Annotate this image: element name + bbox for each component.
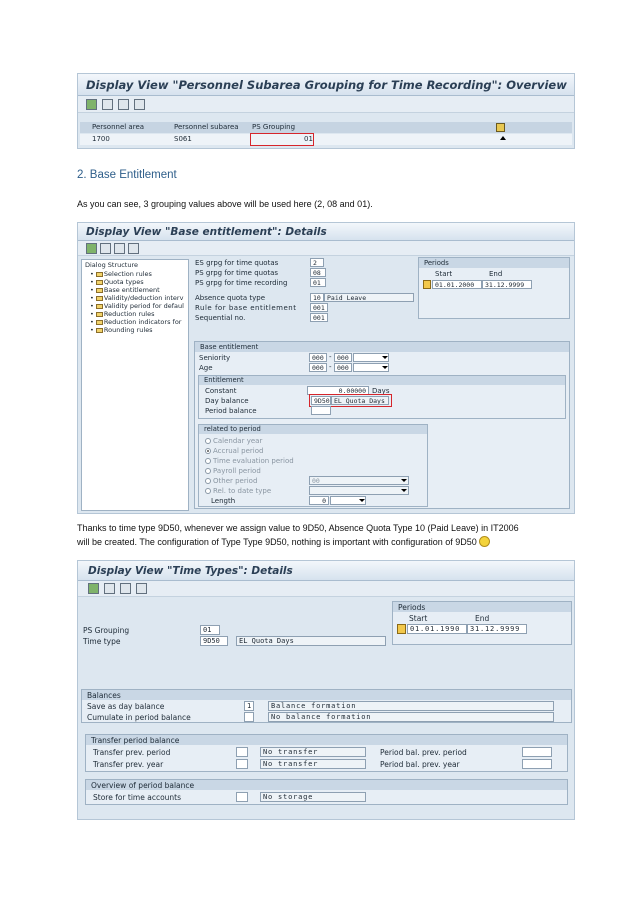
overview-header (86, 780, 567, 790)
ps-quota-grouping-field[interactable]: 08 (310, 268, 326, 277)
age-dash: - (329, 363, 332, 371)
period-balance-field[interactable] (311, 406, 331, 415)
entitlement-title: Entitlement (204, 376, 244, 384)
transfer-prev-period-text: No transfer (260, 747, 366, 757)
age-label: Age (199, 364, 213, 372)
table-settings-icon[interactable] (496, 123, 505, 132)
radio-calendar-year[interactable] (205, 438, 211, 444)
constant-field[interactable]: 0.00000 (307, 386, 369, 395)
explanation-line-1: Thanks to time type 9D50, whenever we assign value to 9D50, Absence Quota Type 10 (Paid Leave) in IT2006 (77, 523, 519, 533)
overview-title: Overview of period balance (91, 781, 195, 790)
screenshot-time-types (77, 560, 575, 820)
tree-item[interactable]: • Rounding rules (90, 326, 153, 334)
radio-rel-to-date-type-label: Rel. to date type (213, 487, 272, 495)
folder-icon (96, 312, 103, 317)
date-type-select[interactable] (309, 486, 409, 495)
cumulate-period-balance-field[interactable] (244, 712, 254, 722)
window-title: Display View "Time Types": Details (88, 565, 293, 577)
column-ps-grouping: PS Grouping (252, 123, 296, 131)
toolbar (78, 96, 574, 113)
start-label: Start (409, 614, 428, 623)
tree-item-selected[interactable]: • Base entitlement (90, 286, 160, 294)
start-date-field[interactable]: 01.01.2000 (432, 280, 482, 289)
radio-other-period-label: Other period (213, 477, 258, 485)
period-balance-label: Period balance (205, 407, 257, 415)
display-change-icon[interactable] (88, 583, 99, 594)
seniority-to-field[interactable]: 000 (334, 353, 352, 362)
transfer-period-balance-box (85, 734, 568, 772)
length-label: Length (211, 497, 236, 505)
ps-quota-grouping-label: PS grpg for time quotas (195, 269, 279, 277)
constant-label: Constant (205, 387, 237, 395)
period-select-icon[interactable] (423, 280, 431, 289)
related-to-period-header (199, 425, 427, 434)
radio-accrual-period-label: Accrual period (213, 447, 264, 455)
period-bal-prev-period-label: Period bal. prev. period (380, 748, 467, 757)
radio-rel-to-date-type[interactable] (205, 488, 211, 494)
ps-recording-grouping-label: PS grpg for time recording (195, 279, 288, 287)
highlight-ps-grouping (250, 133, 314, 146)
save-day-balance-text: Balance formation (268, 701, 554, 711)
column-personnel-area: Personnel area (92, 123, 145, 131)
radio-time-evaluation-period-label: Time evaluation period (213, 457, 294, 465)
folder-icon (96, 304, 103, 309)
copy-icon[interactable] (120, 583, 131, 594)
periods-title: Periods (398, 603, 426, 612)
intro-paragraph: As you can see, 3 grouping values above will be used here (2, 08 and 01). (77, 199, 373, 209)
sequential-no-label: Sequential no. (195, 314, 246, 322)
seniority-dash: - (329, 353, 332, 361)
day-balance-label: Day balance (205, 397, 249, 405)
transfer-header (86, 735, 567, 745)
copy-icon[interactable] (118, 99, 129, 110)
seniority-from-field[interactable]: 000 (309, 353, 327, 362)
folder-icon (96, 328, 103, 333)
balances-header (82, 690, 571, 700)
smiley-icon (479, 536, 490, 547)
radio-time-evaluation-period[interactable] (205, 458, 211, 464)
window-title: Display View "Base entitlement": Details (86, 226, 327, 238)
store-time-accounts-label: Store for time accounts (93, 793, 182, 802)
explanation-line-2: will be created. The configuration of Type Type 9D50, nothing is important with configuration of 9D50 (77, 537, 477, 547)
window-title-bar (78, 74, 574, 96)
toolbar (78, 581, 574, 597)
seniority-label: Seniority (199, 354, 231, 362)
end-label: End (489, 270, 503, 278)
folder-icon (96, 296, 103, 301)
entitlement-header (199, 376, 565, 385)
cell-personnel-area: 1700 (92, 135, 110, 143)
new-entries-icon[interactable] (100, 243, 111, 254)
tree-item[interactable]: • Selection rules (90, 270, 152, 278)
day-balance-field[interactable]: 9D50 (311, 396, 331, 405)
end-label: End (475, 614, 490, 623)
rule-field[interactable]: 001 (310, 303, 328, 312)
window-title: Display View "Personnel Subarea Grouping for Time Recording": Overview (86, 78, 567, 92)
tree-item[interactable]: • Reduction indicators for (90, 318, 182, 326)
transfer-prev-year-field[interactable] (236, 759, 248, 769)
copy-icon[interactable] (114, 243, 125, 254)
folder-icon (96, 320, 103, 325)
overview-period-balance-box (85, 779, 568, 805)
folder-open-icon (96, 288, 103, 293)
new-entries-icon[interactable] (102, 99, 113, 110)
dialog-structure-panel (81, 259, 189, 511)
period-bal-prev-period-field[interactable] (522, 747, 552, 757)
period-bal-prev-year-label: Period bal. prev. year (380, 760, 460, 769)
period-select-icon[interactable] (397, 624, 406, 634)
age-to-field[interactable]: 000 (334, 363, 352, 372)
store-time-accounts-text: No storage (260, 792, 366, 802)
length-field[interactable]: 0 (309, 496, 329, 505)
ps-grouping-label: PS Grouping (83, 626, 130, 635)
periods-box (392, 601, 572, 645)
table-row[interactable] (80, 134, 572, 145)
absence-quota-label: Absence quota type (195, 294, 266, 302)
section-heading: 2. Base Entitlement (77, 169, 177, 181)
cumulate-period-balance-label: Cumulate in period balance (87, 713, 191, 722)
toolbar (78, 241, 574, 256)
table-header (80, 122, 572, 133)
radio-accrual-period[interactable] (205, 448, 211, 454)
window-title-bar (78, 561, 574, 581)
new-entries-icon[interactable] (104, 583, 115, 594)
constant-unit: Days (372, 387, 390, 395)
rule-label: Rule for base entitlement (195, 304, 297, 312)
radio-payroll-period-label: Payroll period (213, 467, 261, 475)
absence-quota-field[interactable]: 10 (310, 293, 324, 302)
periods-box (418, 257, 570, 319)
chevron-down-icon[interactable] (401, 489, 407, 492)
delete-icon[interactable] (136, 583, 147, 594)
folder-icon (96, 272, 103, 277)
start-label: Start (435, 270, 453, 278)
cumulate-period-balance-text: No balance formation (268, 712, 554, 722)
folder-icon (96, 280, 103, 285)
balances-title: Balances (87, 691, 121, 700)
delete-icon[interactable] (128, 243, 139, 254)
radio-other-period[interactable] (205, 478, 211, 484)
delete-icon[interactable] (134, 99, 145, 110)
radio-payroll-period[interactable] (205, 468, 211, 474)
tree-item[interactable]: • Quota types (90, 278, 144, 286)
save-day-balance-field[interactable]: 1 (244, 701, 254, 711)
base-entitlement-header (195, 342, 569, 352)
cell-personnel-subarea: S061 (174, 135, 192, 143)
store-time-accounts-field[interactable] (236, 792, 248, 802)
related-to-period-box (198, 424, 428, 507)
base-entitlement-box (194, 341, 570, 509)
related-to-period-title: related to period (204, 425, 261, 433)
time-type-field[interactable]: 9D50 (200, 636, 228, 646)
screenshot-subarea-grouping (77, 73, 575, 149)
transfer-title: Transfer period balance (91, 736, 180, 745)
tree-item[interactable]: • Validity/deduction interv (90, 294, 184, 302)
entitlement-box (198, 375, 566, 419)
save-day-balance-label: Save as day balance (87, 702, 165, 711)
age-from-field[interactable]: 000 (309, 363, 327, 372)
scroll-up-arrow[interactable] (500, 136, 506, 140)
transfer-prev-period-field[interactable] (236, 747, 248, 757)
display-change-icon[interactable] (86, 243, 97, 254)
window-title-bar (78, 223, 574, 241)
sequential-no-field[interactable]: 001 (310, 313, 328, 322)
periods-header (419, 258, 569, 268)
cell-ps-grouping[interactable]: 01 (304, 135, 313, 143)
chevron-down-icon[interactable] (382, 356, 388, 359)
screenshot-base-entitlement (77, 222, 575, 514)
balances-box (81, 689, 572, 723)
column-personnel-subarea: Personnel subarea (174, 123, 239, 131)
ps-grouping-field[interactable]: 01 (200, 625, 220, 635)
chevron-down-icon[interactable] (401, 479, 407, 482)
chevron-down-icon[interactable] (382, 366, 388, 369)
es-grouping-field[interactable]: 2 (310, 258, 324, 267)
es-grouping-label: ES grpg for time quotas (195, 259, 279, 267)
time-type-text: EL Quota Days (236, 636, 386, 646)
periods-header (393, 602, 571, 612)
other-period-select[interactable]: 00 (309, 476, 409, 485)
base-entitlement-title: Base entitlement (200, 343, 259, 351)
display-change-icon[interactable] (86, 99, 97, 110)
time-type-label: Time type (83, 637, 121, 646)
chevron-down-icon[interactable] (359, 499, 365, 502)
radio-calendar-year-label: Calendar year (213, 437, 263, 445)
transfer-prev-year-text: No transfer (260, 759, 366, 769)
explanation-line-2-wrap (77, 535, 490, 549)
tree-title: Dialog Structure (85, 261, 139, 269)
day-balance-text: EL Quota Days (331, 396, 389, 405)
transfer-prev-year-label: Transfer prev. year (93, 760, 164, 769)
end-date-field[interactable]: 31.12.9999 (482, 280, 532, 289)
end-date-field[interactable]: 31.12.9999 (467, 624, 527, 634)
periods-title: Periods (424, 259, 449, 267)
tree-item[interactable]: • Reduction rules (90, 310, 155, 318)
period-bal-prev-year-field[interactable] (522, 759, 552, 769)
transfer-prev-period-label: Transfer prev. period (93, 748, 171, 757)
tree-item[interactable]: • Validity period for defaul (90, 302, 184, 310)
start-date-field[interactable]: 01.01.1990 (407, 624, 467, 634)
absence-quota-text: Paid Leave (324, 293, 414, 302)
ps-recording-grouping-field[interactable]: 01 (310, 278, 326, 287)
